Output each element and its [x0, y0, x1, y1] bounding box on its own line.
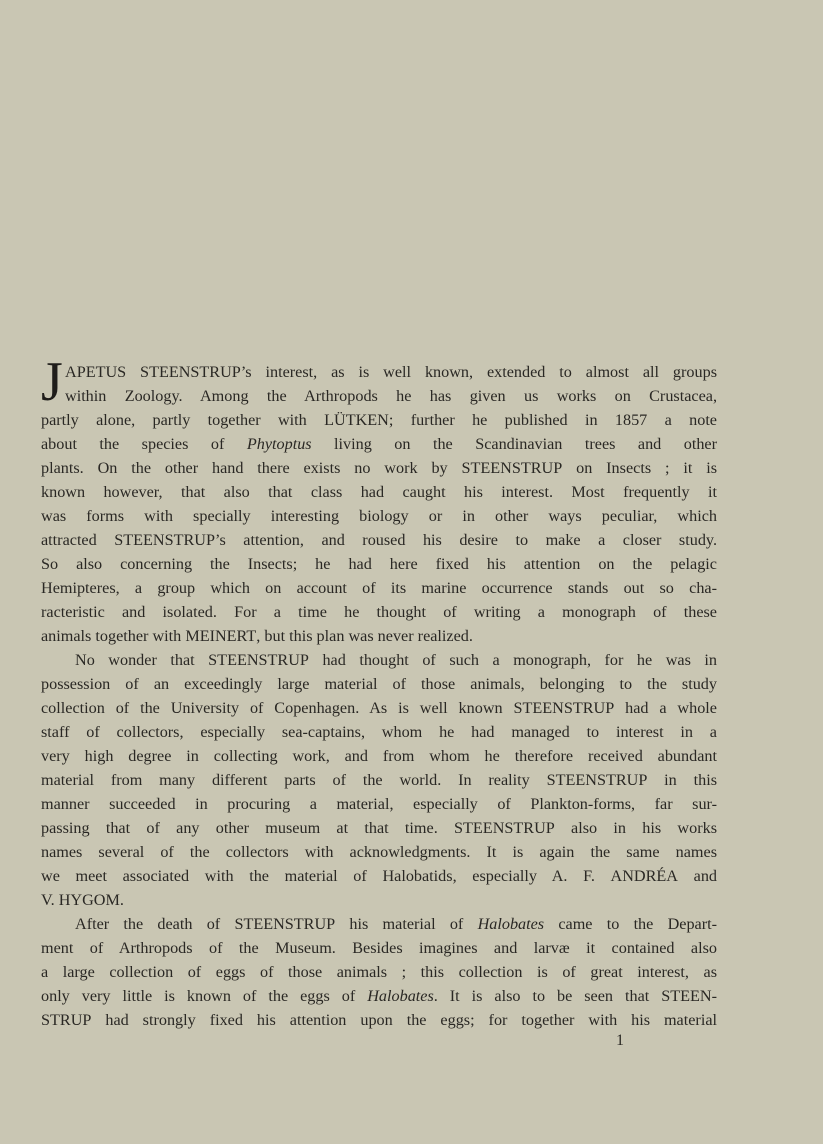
italic-text: Halobates — [367, 987, 434, 1005]
small-caps-name: STEENSTRUP — [114, 531, 215, 549]
text-line — [41, 984, 717, 1008]
text-line — [41, 816, 717, 840]
text-line — [41, 696, 717, 720]
text-run: a large collection of eggs of those animals ; this collection is of great interest, as — [41, 963, 717, 981]
small-caps-name: HYGOM — [58, 891, 120, 909]
text-run: attracted — [41, 531, 115, 549]
text-run: on Insects ; it is — [562, 459, 717, 477]
text-line — [41, 888, 717, 912]
small-caps-name: STEEN- — [661, 987, 717, 1005]
text-run: V. — [41, 891, 59, 909]
text-run: had strongly fixed his attention upon the eggs; for together with his material — [91, 1011, 717, 1029]
text-run: plants. On the other hand there exists no work by — [41, 459, 462, 477]
page-number: 1 — [616, 1032, 624, 1049]
small-caps-name: STRUP — [41, 1011, 92, 1029]
text-line — [41, 360, 717, 384]
drop-cap: J — [41, 351, 63, 413]
text-run: known however, that also that class had caught his interest. Most frequently it — [41, 483, 717, 501]
text-run: his material of — [335, 915, 478, 933]
text-run: was forms with specially interesting biology or in other ways peculiar, which — [41, 507, 717, 525]
small-caps-name: STEENSTRUP — [208, 651, 309, 669]
text-line — [41, 792, 717, 816]
small-caps-name: LÜTKEN — [324, 411, 389, 429]
text-line — [41, 648, 717, 672]
text-line — [41, 504, 717, 528]
text-run: within Zoology. Among the Arthropods he has given us works on Crustacea, — [65, 387, 717, 405]
text-run: Hemipteres, a group which on account of its marine occurrence stands out so cha- — [41, 579, 717, 597]
small-caps-name: STEENSTRUP — [546, 771, 648, 789]
text-run: No wonder that — [75, 651, 209, 669]
text-line — [41, 744, 717, 768]
text-line — [41, 720, 717, 744]
small-caps-name: STEENSTRUP — [234, 915, 336, 933]
text-line — [41, 528, 717, 552]
small-caps-name: MEINERT — [185, 627, 257, 645]
text-run: ’s attention, and roused his desire to make a closer study. — [214, 531, 717, 549]
text-line — [41, 432, 717, 456]
text-line — [41, 1008, 717, 1032]
text-line — [41, 384, 717, 408]
text-run: in this — [647, 771, 717, 789]
text-line — [41, 672, 717, 696]
italic-text: Halobates — [477, 915, 545, 933]
text-line — [41, 456, 717, 480]
text-run: had thought of such a monograph, for he was in — [308, 651, 717, 669]
small-caps-name: STEENSTRUP — [513, 699, 615, 717]
text-run: ; further he published in 1857 a note — [388, 411, 717, 429]
text-run: about the species of — [41, 435, 247, 453]
text-line — [41, 840, 717, 864]
text-run: and — [677, 867, 717, 885]
text-run: . It is also to be seen that — [433, 987, 662, 1005]
text-run: collection of the University of Copenhagen. As is well known — [41, 699, 514, 717]
text-run: ment of Arthropods of the Museum. Besides imagines and larvæ it contained also — [41, 939, 717, 957]
text-line — [41, 768, 717, 792]
text-run: animals together with — [41, 627, 186, 645]
text-run: passing that of any other museum at that time. — [41, 819, 455, 837]
text-line — [41, 408, 717, 432]
text-line — [41, 624, 717, 648]
text-line — [41, 480, 717, 504]
text-line — [41, 936, 717, 960]
text-run: also in his works — [554, 819, 717, 837]
small-caps-name: STEENSTRUP — [461, 459, 563, 477]
text-run: , but this plan was never realized. — [256, 627, 473, 645]
text-run: living on the Scandinavian trees and other — [311, 435, 717, 453]
text-line — [41, 912, 717, 936]
text-run: names several of the collectors with acknowledgments. It is again the same names — [41, 843, 717, 861]
small-caps-name: ANDRÉA — [610, 867, 678, 885]
small-caps-name: APETUS STEENSTRUP — [65, 363, 241, 381]
text-run: manner succeeded in procuring a material, especially of Plankton-forms, far sur- — [41, 795, 717, 813]
text-run: had a whole — [614, 699, 717, 717]
text-run: came to the Depart- — [544, 915, 717, 933]
text-line — [41, 576, 717, 600]
body-text — [41, 351, 717, 1032]
text-line — [41, 552, 717, 576]
text-run: . — [119, 891, 124, 909]
text-run: racteristic and isolated. For a time he thought of writing a monograph of these — [41, 603, 717, 621]
small-caps-name: STEENSTRUP — [454, 819, 555, 837]
text-run: very high degree in collecting work, and from whom he therefore received abundant — [41, 747, 717, 765]
text-run: After the death of — [75, 915, 235, 933]
text-run: staff of collectors, especially sea-captains, whom he had managed to interest in a — [41, 723, 717, 741]
text-run: material from many different parts of the world. In reality — [41, 771, 547, 789]
text-run: ’s interest, as is well known, extended to almost all groups — [240, 363, 717, 381]
text-run: only very little is known of the eggs of — [41, 987, 368, 1005]
text-run: So also concerning the Insects; he had here fixed his attention on the pelagic — [41, 555, 717, 573]
text-line — [41, 864, 717, 888]
text-run: we meet associated with the material of Halobatids, especially A. F. — [41, 867, 611, 885]
italic-text: Phytoptus — [246, 435, 312, 453]
text-line — [41, 960, 717, 984]
text-line — [41, 600, 717, 624]
text-run: possession of an exceedingly large material of those animals, belonging to the study — [41, 675, 717, 693]
text-lines — [41, 360, 717, 1032]
text-run: partly alone, partly together with — [41, 411, 325, 429]
